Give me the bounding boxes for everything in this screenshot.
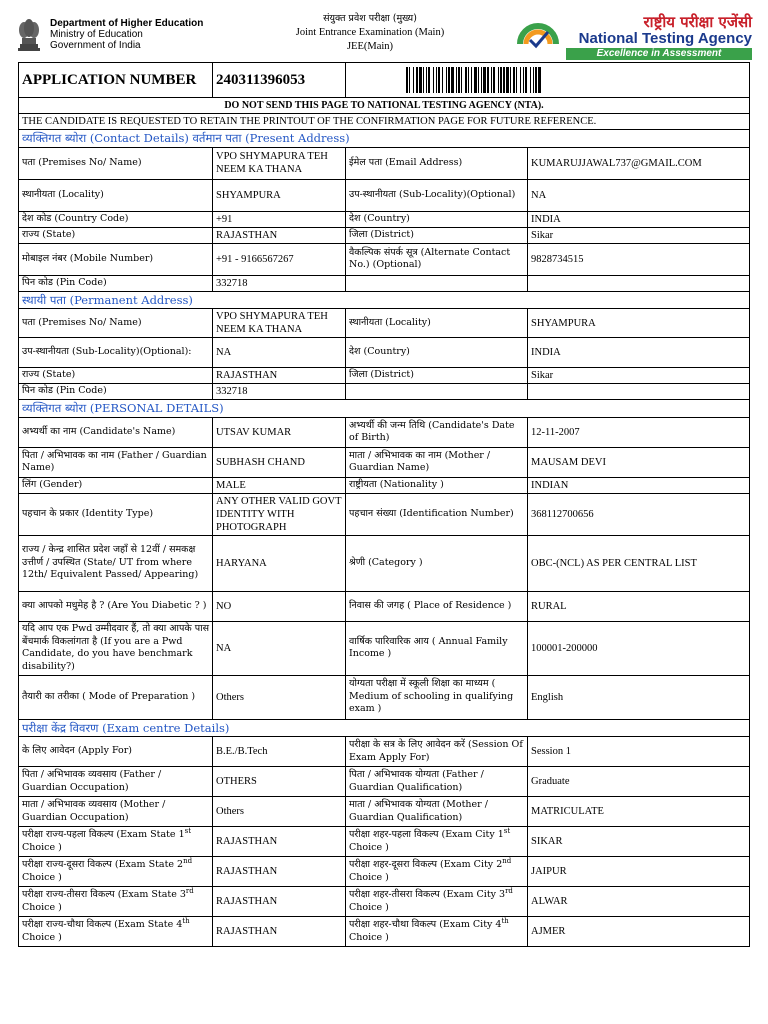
page-header [0,0,768,62]
barcode-bar [533,67,534,93]
state-label: राज्य (State) [19,368,213,384]
nationality-label: राष्ट्रीयता (Nationality ) [346,477,528,493]
country-label: देश (Country) [346,338,528,368]
section-title-permanent-address: स्थायी पता (Permanent Address) [19,291,750,309]
barcode-bar [446,67,447,93]
barcode-bar [503,67,505,93]
barcode-bar [461,67,462,93]
barcode-bar [483,67,486,93]
country-label: देश (Country) [346,211,528,227]
barcode-bar [535,67,537,93]
session-value: Session 1 [528,737,750,767]
table-row [19,384,750,400]
barcode-bar [491,67,492,93]
barcode-bar [442,67,443,93]
barcode-bar [416,67,418,93]
barcode-bar [419,67,422,93]
barcode-bar [513,67,515,93]
residence-label: निवास की जगह ( Place of Residence ) [346,591,528,621]
table-row [19,797,750,827]
pin-code-value: 332718 [213,384,346,400]
email-label: ईमेल पता (Email Address) [346,147,528,179]
pwd-label: यदि आप एक Pwd उम्मीदवार हैं, तो क्या आपके पास बेंचमार्क विकलांगता है (If you are a Pwd Candidate, do you have benchmark disability?) [19,621,213,675]
barcode-bar [487,67,489,93]
locality-value: SHYAMPURA [528,309,750,338]
sublocality-label: उप-स्थानीयता (Sub-Locality)(Optional): [19,338,213,368]
premises-label: पता (Premises No/ Name) [19,309,213,338]
exam-choice-row [19,857,750,887]
alternate-contact-label: वैकल्पिक संपर्क सूत्र (Alternate Contact No.) (Optional) [346,243,528,275]
country-value: INDIA [528,338,750,368]
barcode-bar [468,67,469,93]
family-income-label: वार्षिक पारिवारिक आय ( Annual Family Income ) [346,621,528,675]
table-row [19,535,750,591]
barcode-bar [433,67,434,93]
barcode-bar [493,67,495,93]
section-title-exam-centre: परीक्षा केंद्र विवरण (Exam centre Details) [19,719,750,737]
table-row [19,368,750,384]
nationality-value: INDIAN [528,477,750,493]
mobile-label: मोबाइल नंबर (Mobile Number) [19,243,213,275]
exam-state-choice-label: परीक्षा राज्य-दूसरा विकल्प (Exam State 2nd Choice ) [19,857,213,887]
pin-code-label: पिन कोड (Pin Code) [19,384,213,400]
pwd-value: NA [213,621,346,675]
candidate-name-value: UTSAV KUMAR [213,417,346,447]
barcode-bar [451,67,454,93]
country-code-label: देश कोड (Country Code) [19,211,213,227]
category-label: श्रेणी (Category ) [346,535,528,591]
table-row [19,227,750,243]
barcode-bar [413,67,414,93]
residence-value: RURAL [528,591,750,621]
barcode-bar [465,67,467,93]
dob-value: 12-11-2007 [528,417,750,447]
mother-qualification-value: MATRICULATE [528,797,750,827]
gender-value: MALE [213,477,346,493]
country-code-value: +91 [213,211,346,227]
barcode-bar [448,67,450,93]
table-row [19,737,750,767]
exam-state-choice-value: RAJASTHAN [213,887,346,917]
state-12th-label: राज्य / केन्द्र शासित प्रदेश जहाँ से 12वीं / समकक्ष उत्तीर्ण / उपस्थित (State/ UT from where 12th/ Equivalent Passed/ Appearing) [19,535,213,591]
diabetic-label: क्या आपको मधुमेह है ? (Are You Diabetic ? ) [19,591,213,621]
dob-label: अभ्यर्थी की जन्म तिथि (Candidate's Date of Birth) [346,417,528,447]
table-row [19,493,750,535]
do-not-send-notice: DO NOT SEND THIS PAGE TO NATIONAL TESTING AGENCY (NTA). [19,98,750,114]
table-row [19,338,750,368]
exam-choices [19,827,750,947]
barcode-bar [530,67,531,93]
table-row [19,179,750,211]
table-row [19,417,750,447]
mother-occupation-value: Others [213,797,346,827]
state-12th-value: HARYANA [213,535,346,591]
barcode-bar [481,67,482,93]
barcode-bar [456,67,457,93]
application-number-label: APPLICATION NUMBER [19,63,213,98]
premises-value: VPO SHYMAPURA TEH NEEM KA THANA [213,309,346,338]
department-name: Department of Higher Education [50,18,204,29]
barcode-bar [523,67,524,93]
alternate-contact-value: 9828734515 [528,243,750,275]
medium-value: English [528,675,750,719]
exam-state-choice-label: परीक्षा राज्य-पहला विकल्प (Exam State 1st Choice ) [19,827,213,857]
table-row [19,675,750,719]
exam-title-english: Joint Entrance Examination (Main) [295,27,445,38]
sublocality-value: NA [528,179,750,211]
pin-code-value: 332718 [213,275,346,291]
district-label: जिला (District) [346,227,528,243]
exam-city-choice-value: ALWAR [528,887,750,917]
exam-state-choice-value: RAJASTHAN [213,857,346,887]
barcode-bar [436,67,437,93]
barcode-bar [426,67,427,93]
premises-value: VPO SHYMAPURA TEH NEEM KA THANA [213,147,346,179]
mother-name-value: MAUSAM DEVI [528,447,750,477]
barcode-bar [520,67,521,93]
barcode-bar [516,67,517,93]
mother-name-label: माता / अभिभावक का नाम (Mother / Guardian Name) [346,447,528,477]
table-row [19,767,750,797]
barcode-bar [438,67,440,93]
exam-title-hindi: संयुक्त प्रवेश परीक्षा (मुख्य) [323,13,417,24]
barcode-bar [498,67,499,93]
exam-city-choice-label: परीक्षा शहर-चौथा विकल्प (Exam City 4th Choice ) [346,917,528,947]
exam-city-choice-value: SIKAR [528,827,750,857]
state-value: RAJASTHAN [213,227,346,243]
barcode-bar [478,67,479,93]
email-value: KUMARUJJAWAL737@GMAIL.COM [528,147,750,179]
session-label: परीक्षा के सत्र के लिए आवेदन करें (Session Of Exam Apply For) [346,737,528,767]
father-qualification-label: पिता / अभिभावक योग्यता (Father / Guardian Qualification) [346,767,528,797]
sublocality-label: उप-स्थानीयता (Sub-Locality)(Optional) [346,179,528,211]
exam-city-choice-label: परीक्षा शहर-पहला विकल्प (Exam City 1st Choice ) [346,827,528,857]
barcode-bar [474,67,477,93]
exam-city-choice-value: JAIPUR [528,857,750,887]
premises-label: पता (Premises No/ Name) [19,147,213,179]
preparation-mode-value: Others [213,675,346,719]
identification-number-label: पहचान संख्या (Identification Number) [346,493,528,535]
agency-tagline: Excellence in Assessment [566,48,752,60]
exam-state-choice-value: RAJASTHAN [213,917,346,947]
section-title-personal-details: व्यक्तिगत ब्योरा (PERSONAL DETAILS) [19,400,750,418]
table-row [19,591,750,621]
father-qualification-value: Graduate [528,767,750,797]
barcode-bar [428,67,430,93]
barcode-bar [471,67,472,93]
district-value: Sikar [528,368,750,384]
preparation-mode-label: तैयारी का तरीका ( Mode of Preparation ) [19,675,213,719]
identity-type-label: पहचान के प्रकार (Identity Type) [19,493,213,535]
exam-city-choice-value: AJMER [528,917,750,947]
exam-city-choice-label: परीक्षा शहर-तीसरा विकल्प (Exam City 3rd Choice ) [346,887,528,917]
locality-value: SHYAMPURA [213,179,346,211]
barcode-bar [423,67,424,93]
table-row [19,275,750,291]
exam-city-choice-label: परीक्षा शहर-दूसरा विकल्प (Exam City 2nd Choice ) [346,857,528,887]
confirmation-table [18,62,750,947]
agency-name-english: National Testing Agency [578,30,752,47]
national-emblem-icon [16,14,42,54]
agency-name-hindi: राष्ट्रीय परीक्षा एजेंसी [643,13,752,31]
barcode-bar [538,67,541,93]
nta-logo-icon [516,14,560,58]
table-row [19,243,750,275]
application-number: 240311396053 [213,63,346,98]
exam-state-choice-label: परीक्षा राज्य-चौथा विकल्प (Exam State 4th Choice ) [19,917,213,947]
diabetic-value: NO [213,591,346,621]
candidate-name-label: अभ्यर्थी का नाम (Candidate's Name) [19,417,213,447]
government-name: Government of India [50,40,141,51]
mother-occupation-label: माता / अभिभावक व्यवसाय (Mother / Guardian Occupation) [19,797,213,827]
barcode-cell [346,63,750,98]
medium-label: योग्यता परीक्षा में स्कूली शिक्षा का माध्यम ( Medium of schooling in qualifying exam ) [346,675,528,719]
identity-type-value: ANY OTHER VALID GOVT IDENTITY WITH PHOTOGRAPH [213,493,346,535]
mother-qualification-label: माता / अभिभावक योग्यता (Mother / Guardian Qualification) [346,797,528,827]
pin-code-label: पिन कोड (Pin Code) [19,275,213,291]
country-value: INDIA [528,211,750,227]
family-income-value: 100001-200000 [528,621,750,675]
retain-notice: THE CANDIDATE IS REQUESTED TO RETAIN THE PRINTOUT OF THE CONFIRMATION PAGE FOR FUTURE REFERENCE. [19,114,750,130]
district-value: Sikar [528,227,750,243]
table-row [19,447,750,477]
barcode-bar [525,67,527,93]
table-row [19,309,750,338]
exam-state-choice-label: परीक्षा राज्य-तीसरा विकल्प (Exam State 3rd Choice ) [19,887,213,917]
nta-brand [566,14,752,60]
barcode-bar [458,67,460,93]
mobile-value: +91 - 9166567267 [213,243,346,275]
ministry-name: Ministry of Education [50,29,143,40]
barcode-bar [500,67,502,93]
father-name-value: SUBHASH CHAND [213,447,346,477]
confirmation-page [18,62,749,947]
identification-number-value: 368112700656 [528,493,750,535]
barcode-bar [506,67,509,93]
locality-label: स्थानीयता (Locality) [346,309,528,338]
apply-for-value: B.E./B.Tech [213,737,346,767]
barcode-icon [406,67,696,93]
exam-choice-row [19,917,750,947]
barcode-bar [409,67,410,93]
father-name-label: पिता / अभिभावक का नाम (Father / Guardian Name) [19,447,213,477]
table-row [19,621,750,675]
barcode-bar [406,67,408,93]
gender-label: लिंग (Gender) [19,477,213,493]
locality-label: स्थानीयता (Locality) [19,179,213,211]
father-occupation-label: पिता / अभिभावक व्यवसाय (Father / Guardian Occupation) [19,767,213,797]
father-occupation-value: OTHERS [213,767,346,797]
retain-row [19,114,750,130]
exam-choice-row [19,887,750,917]
category-value: OBC-(NCL) AS PER CENTRAL LIST [528,535,750,591]
notice-row [19,98,750,114]
section-title-present-address: व्यक्तिगत ब्योरा (Contact Details) वर्तमान पता (Present Address) [19,130,750,148]
table-row [19,147,750,179]
exam-choice-row [19,827,750,857]
exam-title-short: JEE(Main) [346,41,394,52]
application-number-row [19,63,750,98]
sublocality-value: NA [213,338,346,368]
barcode-bar [510,67,511,93]
table-row [19,477,750,493]
department-block [50,18,203,51]
district-label: जिला (District) [346,368,528,384]
exam-title [250,12,490,54]
state-label: राज्य (State) [19,227,213,243]
apply-for-label: के लिए आवेदन (Apply For) [19,737,213,767]
table-row [19,211,750,227]
state-value: RAJASTHAN [213,368,346,384]
exam-state-choice-value: RAJASTHAN [213,827,346,857]
